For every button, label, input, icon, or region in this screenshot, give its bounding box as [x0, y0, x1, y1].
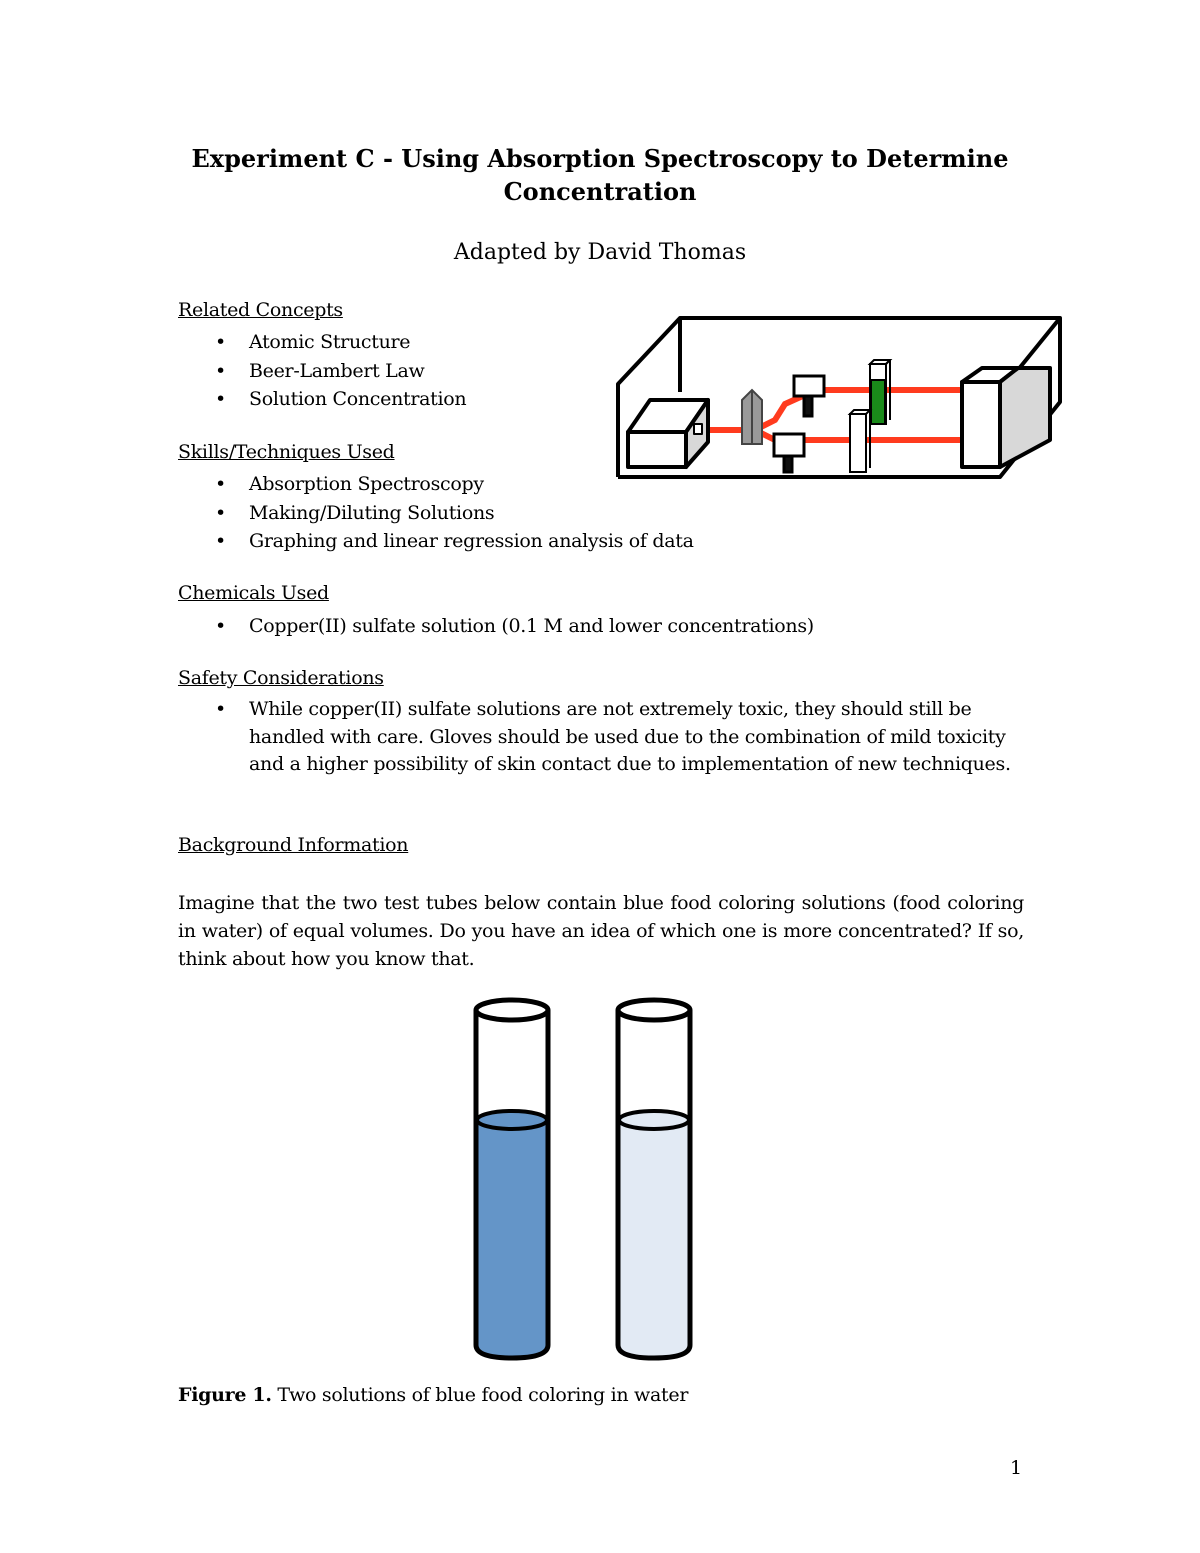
list-item: • While copper(II) sulfate solutions are not extremely toxic, they should still be handled with care. Gloves should be used due to the combination of mild toxicity and a higher possibility of skin contact due to implementation of new techniques. [215, 698, 1011, 775]
related-concepts-list [178, 328, 466, 414]
list-item: • Solution Concentration [178, 385, 466, 414]
chemicals-heading: Chemicals Used [178, 582, 329, 604]
bullet-icon: • [215, 388, 226, 410]
list-item: • Absorption Spectroscopy [178, 470, 694, 499]
beam-splitter [742, 390, 762, 444]
chemicals-list [178, 612, 814, 641]
light-source [628, 400, 708, 467]
figure-caption [178, 1384, 688, 1406]
list-item: • Atomic Structure [178, 328, 466, 357]
author-line: Adapted by David Thomas [453, 240, 747, 265]
list-item: • Graphing and linear regression analysis of data [178, 527, 694, 556]
page-title [150, 142, 1050, 208]
bullet-icon: • [215, 698, 226, 720]
bullet-icon: • [215, 359, 226, 382]
test-tube-concentrated [476, 1000, 548, 1358]
bullet-icon: • [215, 473, 226, 495]
mirror-lower [774, 434, 804, 472]
skills-list [178, 470, 694, 556]
safety-list [178, 696, 1031, 779]
safety-heading: Safety Considerations [178, 667, 384, 689]
bullet-icon: • [215, 530, 226, 552]
list-item: • Copper(II) sulfate solution (0.1 M and lower concentrations) [178, 612, 814, 641]
related-concepts-heading: Related Concepts [178, 299, 343, 321]
spectrometer-diagram [610, 312, 1066, 484]
reference-cuvette [850, 410, 870, 472]
skills-heading: Skills/Techniques Used [178, 441, 395, 463]
bullet-icon: • [215, 331, 226, 353]
sample-cuvette [870, 360, 890, 424]
title-line-1: Experiment C - Using Absorption Spectroscopy to Determine [191, 144, 1009, 173]
test-tube-dilute [618, 1000, 690, 1358]
figure-caption-text: Two solutions of blue food coloring in water [271, 1384, 689, 1406]
list-item: • Making/Diluting Solutions [178, 499, 694, 528]
title-line-2: Concentration [503, 177, 697, 206]
background-heading: Background Information [178, 834, 409, 856]
mirror-upper [794, 376, 824, 416]
background-paragraph: Imagine that the two test tubes below contain blue food coloring solutions (food coloring in water) of equal volumes. Do you have an idea of which one is more concentrated? If so, think about how you know that. [178, 892, 1024, 970]
bullet-icon: • [215, 501, 226, 524]
bullet-icon: • [215, 615, 226, 637]
list-item: • Beer-Lambert Law [178, 357, 466, 386]
test-tubes-figure [466, 990, 702, 1370]
detector [962, 368, 1050, 467]
figure-label: Figure 1. [178, 1384, 272, 1406]
page-number: 1 [1010, 1457, 1023, 1479]
